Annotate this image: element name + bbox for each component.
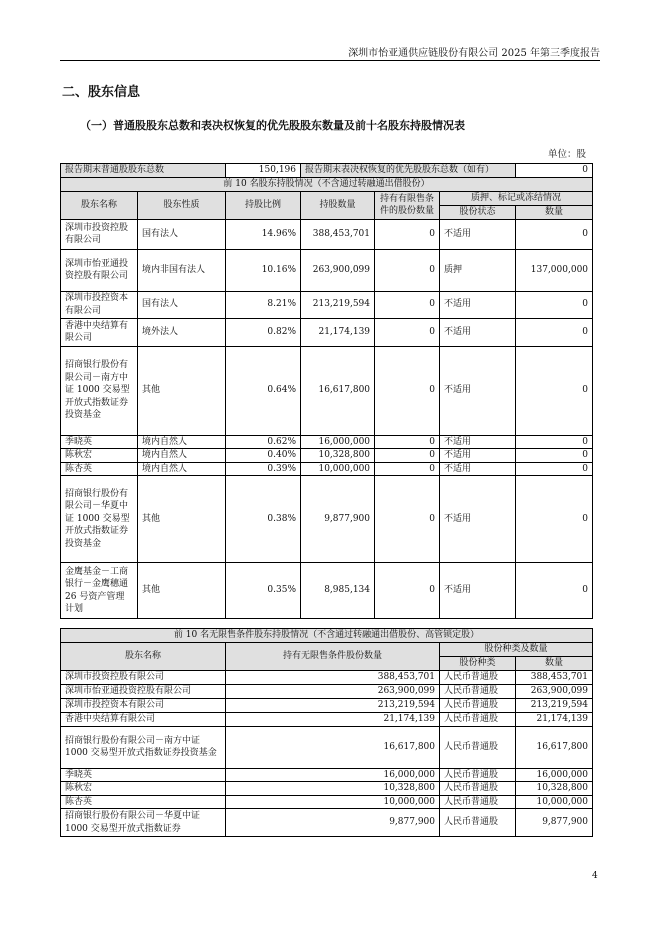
holder-nature: 其他 [138, 346, 226, 435]
holder-nature: 境内自然人 [138, 435, 226, 449]
unrestricted-title: 前 10 名无限售条件股东持股情况（不含通过转融通出借股份、高管锁定股） [61, 629, 593, 643]
u-unrestricted-qty: 16,000,000 [226, 768, 440, 782]
u-share-type: 人民币普通股 [440, 698, 516, 712]
holding-qty: 263,900,099 [301, 249, 375, 291]
holder-nature: 国有法人 [138, 219, 226, 249]
holding-ratio: 0.38% [226, 476, 301, 563]
pref-holders-value: 0 [516, 164, 593, 178]
unrestricted-header-row [61, 643, 593, 657]
holder-name: 陈杏英 [61, 462, 138, 476]
pledge-status: 质押 [440, 249, 516, 291]
unrestricted-row [61, 712, 593, 726]
u-share-type: 人民币普通股 [440, 768, 516, 782]
top10-row [61, 346, 593, 435]
top10-row [61, 449, 593, 463]
pledge-amount: 0 [516, 219, 593, 249]
holding-ratio: 0.64% [226, 346, 301, 435]
u-share-amount: 9,877,900 [516, 809, 593, 837]
u-unrestricted-qty: 388,453,701 [226, 670, 440, 684]
top10-row [61, 318, 593, 346]
unit-label: 单位：股 [547, 149, 586, 160]
holder-nature: 境内非国有法人 [138, 249, 226, 291]
u-holder-name: 季晓英 [61, 768, 226, 782]
page-number: 4 [592, 871, 598, 881]
report-header: 深圳市怡亚通供应链股份有限公司 2025 年第三季度报告 [348, 48, 600, 59]
pledge-amount: 0 [516, 291, 593, 318]
u-holder-name: 陈杏英 [61, 795, 226, 809]
col-header-restricted: 持有有限售条件的股份数量 [375, 192, 440, 220]
pledge-amount: 137,000,000 [516, 249, 593, 291]
header-divider [60, 60, 600, 61]
pledge-status: 不适用 [440, 449, 516, 463]
u-share-amount: 16,617,800 [516, 726, 593, 768]
pledge-status: 不适用 [440, 563, 516, 619]
holding-qty: 8,985,134 [301, 563, 375, 619]
u-share-type: 人民币普通股 [440, 782, 516, 796]
holding-qty: 16,000,000 [301, 435, 375, 449]
u-unrestricted-qty: 10,328,800 [226, 782, 440, 796]
restricted-qty: 0 [375, 219, 440, 249]
col-header-status: 股份状态 [440, 206, 516, 220]
u-share-type: 人民币普通股 [440, 684, 516, 698]
pledge-status: 不适用 [440, 219, 516, 249]
u-share-type: 人民币普通股 [440, 726, 516, 768]
restricted-qty: 0 [375, 318, 440, 346]
common-holders-label: 报告期末普通股股东总数 [61, 164, 226, 178]
u-unrestricted-qty: 16,617,800 [226, 726, 440, 768]
holder-name: 深圳市怡亚通投资控股有限公司 [61, 249, 138, 291]
holding-ratio: 0.82% [226, 318, 301, 346]
holding-ratio: 14.96% [226, 219, 301, 249]
top10-row [61, 291, 593, 318]
u-share-type: 人民币普通股 [440, 670, 516, 684]
subsection-title: （一）普通股股东总数和表决权恢复的优先股股东数量及前十名股东持股情况表 [80, 119, 465, 132]
top10-row [61, 563, 593, 619]
summary-row [61, 164, 593, 178]
holder-nature: 境内自然人 [138, 449, 226, 463]
pledge-amount: 0 [516, 449, 593, 463]
holding-qty: 388,453,701 [301, 219, 375, 249]
u-col-header-name: 股东名称 [61, 643, 226, 671]
holding-ratio: 0.40% [226, 449, 301, 463]
unrestricted-row [61, 726, 593, 768]
holder-name: 香港中央结算有限公司 [61, 318, 138, 346]
u-holder-name: 招商银行股份有限公司－华夏中证 1000 交易型开放式指数证券 [61, 809, 226, 837]
u-holder-name: 深圳市投控资本有限公司 [61, 698, 226, 712]
pledge-amount: 0 [516, 346, 593, 435]
holding-qty: 10,328,800 [301, 449, 375, 463]
pledge-amount: 0 [516, 462, 593, 476]
top10-row [61, 476, 593, 563]
pledge-amount: 0 [516, 435, 593, 449]
section-title: 二、股东信息 [62, 85, 141, 100]
u-share-amount: 21,174,139 [516, 712, 593, 726]
holder-nature: 其他 [138, 476, 226, 563]
restricted-qty: 0 [375, 476, 440, 563]
top10-row [61, 462, 593, 476]
u-col-header-type-group: 股份种类及数量 [440, 643, 593, 657]
unrestricted-row [61, 809, 593, 837]
u-share-amount: 263,900,099 [516, 684, 593, 698]
restricted-qty: 0 [375, 346, 440, 435]
u-col-header-amount: 数量 [516, 657, 593, 671]
holder-name: 陈秋宏 [61, 449, 138, 463]
pledge-status: 不适用 [440, 462, 516, 476]
col-header-ratio: 持股比例 [226, 192, 301, 220]
pledge-status: 不适用 [440, 346, 516, 435]
holding-ratio: 10.16% [226, 249, 301, 291]
pledge-status: 不适用 [440, 318, 516, 346]
holding-ratio: 0.62% [226, 435, 301, 449]
u-share-amount: 388,453,701 [516, 670, 593, 684]
top10-row [61, 219, 593, 249]
pledge-amount: 0 [516, 318, 593, 346]
restricted-qty: 0 [375, 563, 440, 619]
holder-nature: 其他 [138, 563, 226, 619]
holding-ratio: 0.39% [226, 462, 301, 476]
holder-name: 深圳市投资控股有限公司 [61, 219, 138, 249]
holder-name: 招商银行股份有限公司－华夏中证 1000 交易型开放式指数证券投资基金 [61, 476, 138, 563]
restricted-qty: 0 [375, 462, 440, 476]
restricted-qty: 0 [375, 449, 440, 463]
u-unrestricted-qty: 263,900,099 [226, 684, 440, 698]
u-share-type: 人民币普通股 [440, 809, 516, 837]
u-share-amount: 213,219,594 [516, 698, 593, 712]
top10-holders-table [60, 163, 593, 619]
top10-row [61, 249, 593, 291]
u-share-type: 人民币普通股 [440, 795, 516, 809]
u-unrestricted-qty: 213,219,594 [226, 698, 440, 712]
col-header-pledge: 质押、标记或冻结情况 [440, 192, 593, 206]
pledge-status: 不适用 [440, 476, 516, 563]
u-holder-name: 香港中央结算有限公司 [61, 712, 226, 726]
unrestricted-row [61, 684, 593, 698]
holding-qty: 9,877,900 [301, 476, 375, 563]
holder-name: 金鹰基金－工商银行－金鹰穗通 26 号资产管理计划 [61, 563, 138, 619]
holder-nature: 境外法人 [138, 318, 226, 346]
u-share-type: 人民币普通股 [440, 712, 516, 726]
pledge-status: 不适用 [440, 291, 516, 318]
u-holder-name: 招商银行股份有限公司－南方中证 1000 交易型开放式指数证券投资基金 [61, 726, 226, 768]
holder-name: 招商银行股份有限公司－南方中证 1000 交易型开放式指数证券投资基金 [61, 346, 138, 435]
top10-title-row [61, 178, 593, 192]
u-share-amount: 10,000,000 [516, 795, 593, 809]
u-unrestricted-qty: 10,000,000 [226, 795, 440, 809]
restricted-qty: 0 [375, 249, 440, 291]
holding-ratio: 0.35% [226, 563, 301, 619]
u-col-header-type: 股份种类 [440, 657, 516, 671]
u-share-amount: 16,000,000 [516, 768, 593, 782]
col-header-qty: 持股数量 [301, 192, 375, 220]
u-col-header-qty: 持有无限售条件股份数量 [226, 643, 440, 671]
holding-qty: 213,219,594 [301, 291, 375, 318]
unrestricted-row [61, 768, 593, 782]
restricted-qty: 0 [375, 291, 440, 318]
col-header-amount: 数量 [516, 206, 593, 220]
restricted-qty: 0 [375, 435, 440, 449]
pledge-amount: 0 [516, 476, 593, 563]
u-holder-name: 陈秋宏 [61, 782, 226, 796]
u-holder-name: 深圳市投资控股有限公司 [61, 670, 226, 684]
holding-qty: 21,174,139 [301, 318, 375, 346]
top10-title: 前 10 名股东持股情况（不含通过转融通出借股份） [61, 178, 593, 192]
holder-nature: 国有法人 [138, 291, 226, 318]
holder-name: 季晓英 [61, 435, 138, 449]
unrestricted-row [61, 670, 593, 684]
unrestricted-row [61, 698, 593, 712]
u-unrestricted-qty: 9,877,900 [226, 809, 440, 837]
top10-header-row [61, 192, 593, 206]
common-holders-value: 150,196 [226, 164, 301, 178]
holding-ratio: 8.21% [226, 291, 301, 318]
top10-row [61, 435, 593, 449]
holding-qty: 10,000,000 [301, 462, 375, 476]
col-header-name: 股东名称 [61, 192, 138, 220]
unrestricted-row [61, 795, 593, 809]
u-holder-name: 深圳市怡亚通投资控股有限公司 [61, 684, 226, 698]
unrestricted-holders-table [60, 628, 593, 837]
unrestricted-title-row [61, 629, 593, 643]
pledge-amount: 0 [516, 563, 593, 619]
pref-holders-label: 报告期末表决权恢复的优先股股东总数（如有） [301, 164, 516, 178]
holder-name: 深圳市投控资本有限公司 [61, 291, 138, 318]
u-share-amount: 10,328,800 [516, 782, 593, 796]
holding-qty: 16,617,800 [301, 346, 375, 435]
pledge-status: 不适用 [440, 435, 516, 449]
u-unrestricted-qty: 21,174,139 [226, 712, 440, 726]
unrestricted-row [61, 782, 593, 796]
holder-nature: 境内自然人 [138, 462, 226, 476]
col-header-nature: 股东性质 [138, 192, 226, 220]
